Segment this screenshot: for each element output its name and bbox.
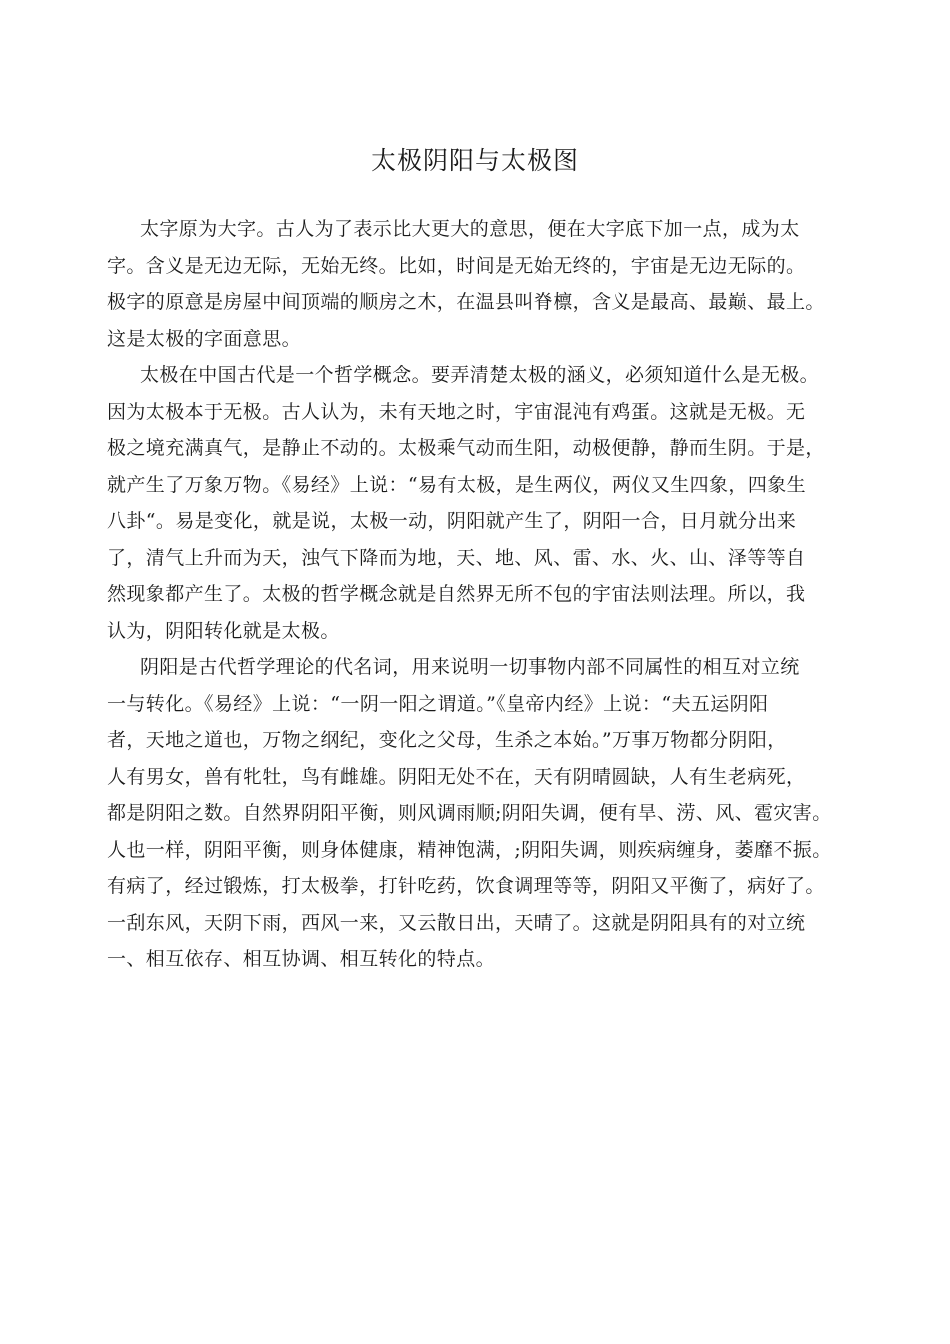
text-line: 认为，阴阳转化就是太极。 bbox=[107, 619, 340, 642]
paragraph-1 bbox=[107, 211, 867, 357]
text-line: 人也一样，阴阳平衡，则身体健康，精神饱满，;阴阳失调，则疾病缠身，萎靡不振。 bbox=[107, 838, 832, 861]
text-line: 者，天地之道也，万物之纲纪，变化之父母，生杀之本始。”万事万物都分阴阳， bbox=[107, 729, 787, 751]
paragraph-3 bbox=[107, 649, 867, 978]
text-line: 字。含义是无边无际，无始无终。比如，时间是无始无终的，宇宙是无边无际的。 bbox=[107, 254, 806, 277]
document-body bbox=[107, 211, 867, 978]
text-line: 有病了，经过锻炼，打太极拳，打针吃药，饮食调理等等，阴阳又平衡了，病好了。 bbox=[107, 875, 825, 897]
text-line: 极字的原意是房屋中间顶端的顺房之木，在温县叫脊檩，含义是最高、最巅、最上。 bbox=[107, 291, 825, 313]
paragraph-2 bbox=[107, 357, 867, 649]
text-line: 一、相互依存、相互协调、相互转化的特点。 bbox=[107, 948, 496, 970]
text-line: 一刮东风，天阴下雨，西风一来，又云散日出，天晴了。这就是阴阳具有的对立统 bbox=[107, 911, 806, 934]
text-line: 因为太极本于无极。古人认为，未有天地之时，宇宙混沌有鸡蛋。这就是无极。无 bbox=[107, 400, 806, 423]
text-line: 就产生了万象万物。《易经》上说：“易有太极，是生两仪，两仪又生四象，四象生 bbox=[107, 473, 807, 496]
text-line: 八卦“。易是变化，就是说，太极一动，阴阳就产生了，阴阳一合，日月就分出来 bbox=[107, 510, 797, 532]
text-line: 一与转化。《易经》上说：“一阴一阳之谓道。”《皇帝内经》上说：“夫五运阴阳 bbox=[107, 692, 769, 715]
document-title: 太极阴阳与太极图 bbox=[370, 146, 579, 175]
text-line: 这是太极的字面意思。 bbox=[107, 327, 302, 350]
text-line: 阴阳是古代哲学理论的代名词，用来说明一切事物内部不同属性的相互对立统 bbox=[140, 656, 800, 678]
text-line: 太极在中国古代是一个哲学概念。要弄清楚太极的涵义，必须知道什么是无极。 bbox=[140, 364, 820, 386]
text-line: 人有男女，兽有牝牡，鸟有雌雄。阴阳无处不在，天有阴晴圆缺，人有生老病死， bbox=[107, 765, 806, 788]
text-line: 都是阴阳之数。自然界阴阳平衡，则风调雨顺;阴阳失调，便有旱、涝、风、雹灾害。 bbox=[107, 802, 832, 824]
text-line: 太字原为大字。古人为了表示比大更大的意思，便在大字底下加一点，成为太 bbox=[140, 218, 800, 240]
text-line: 极之境充满真气，是静止不动的。太极乘气动而生阳，动极便静，静而生阴。于是， bbox=[107, 437, 825, 459]
text-line: 了，清气上升而为天，浊气下降而为地，天、地、风、雷、水、火、山、泽等等自 bbox=[107, 546, 806, 569]
text-line: 然现象都产生了。太极的哲学概念就是自然界无所不包的宇宙法则法理。所以，我 bbox=[107, 583, 806, 605]
